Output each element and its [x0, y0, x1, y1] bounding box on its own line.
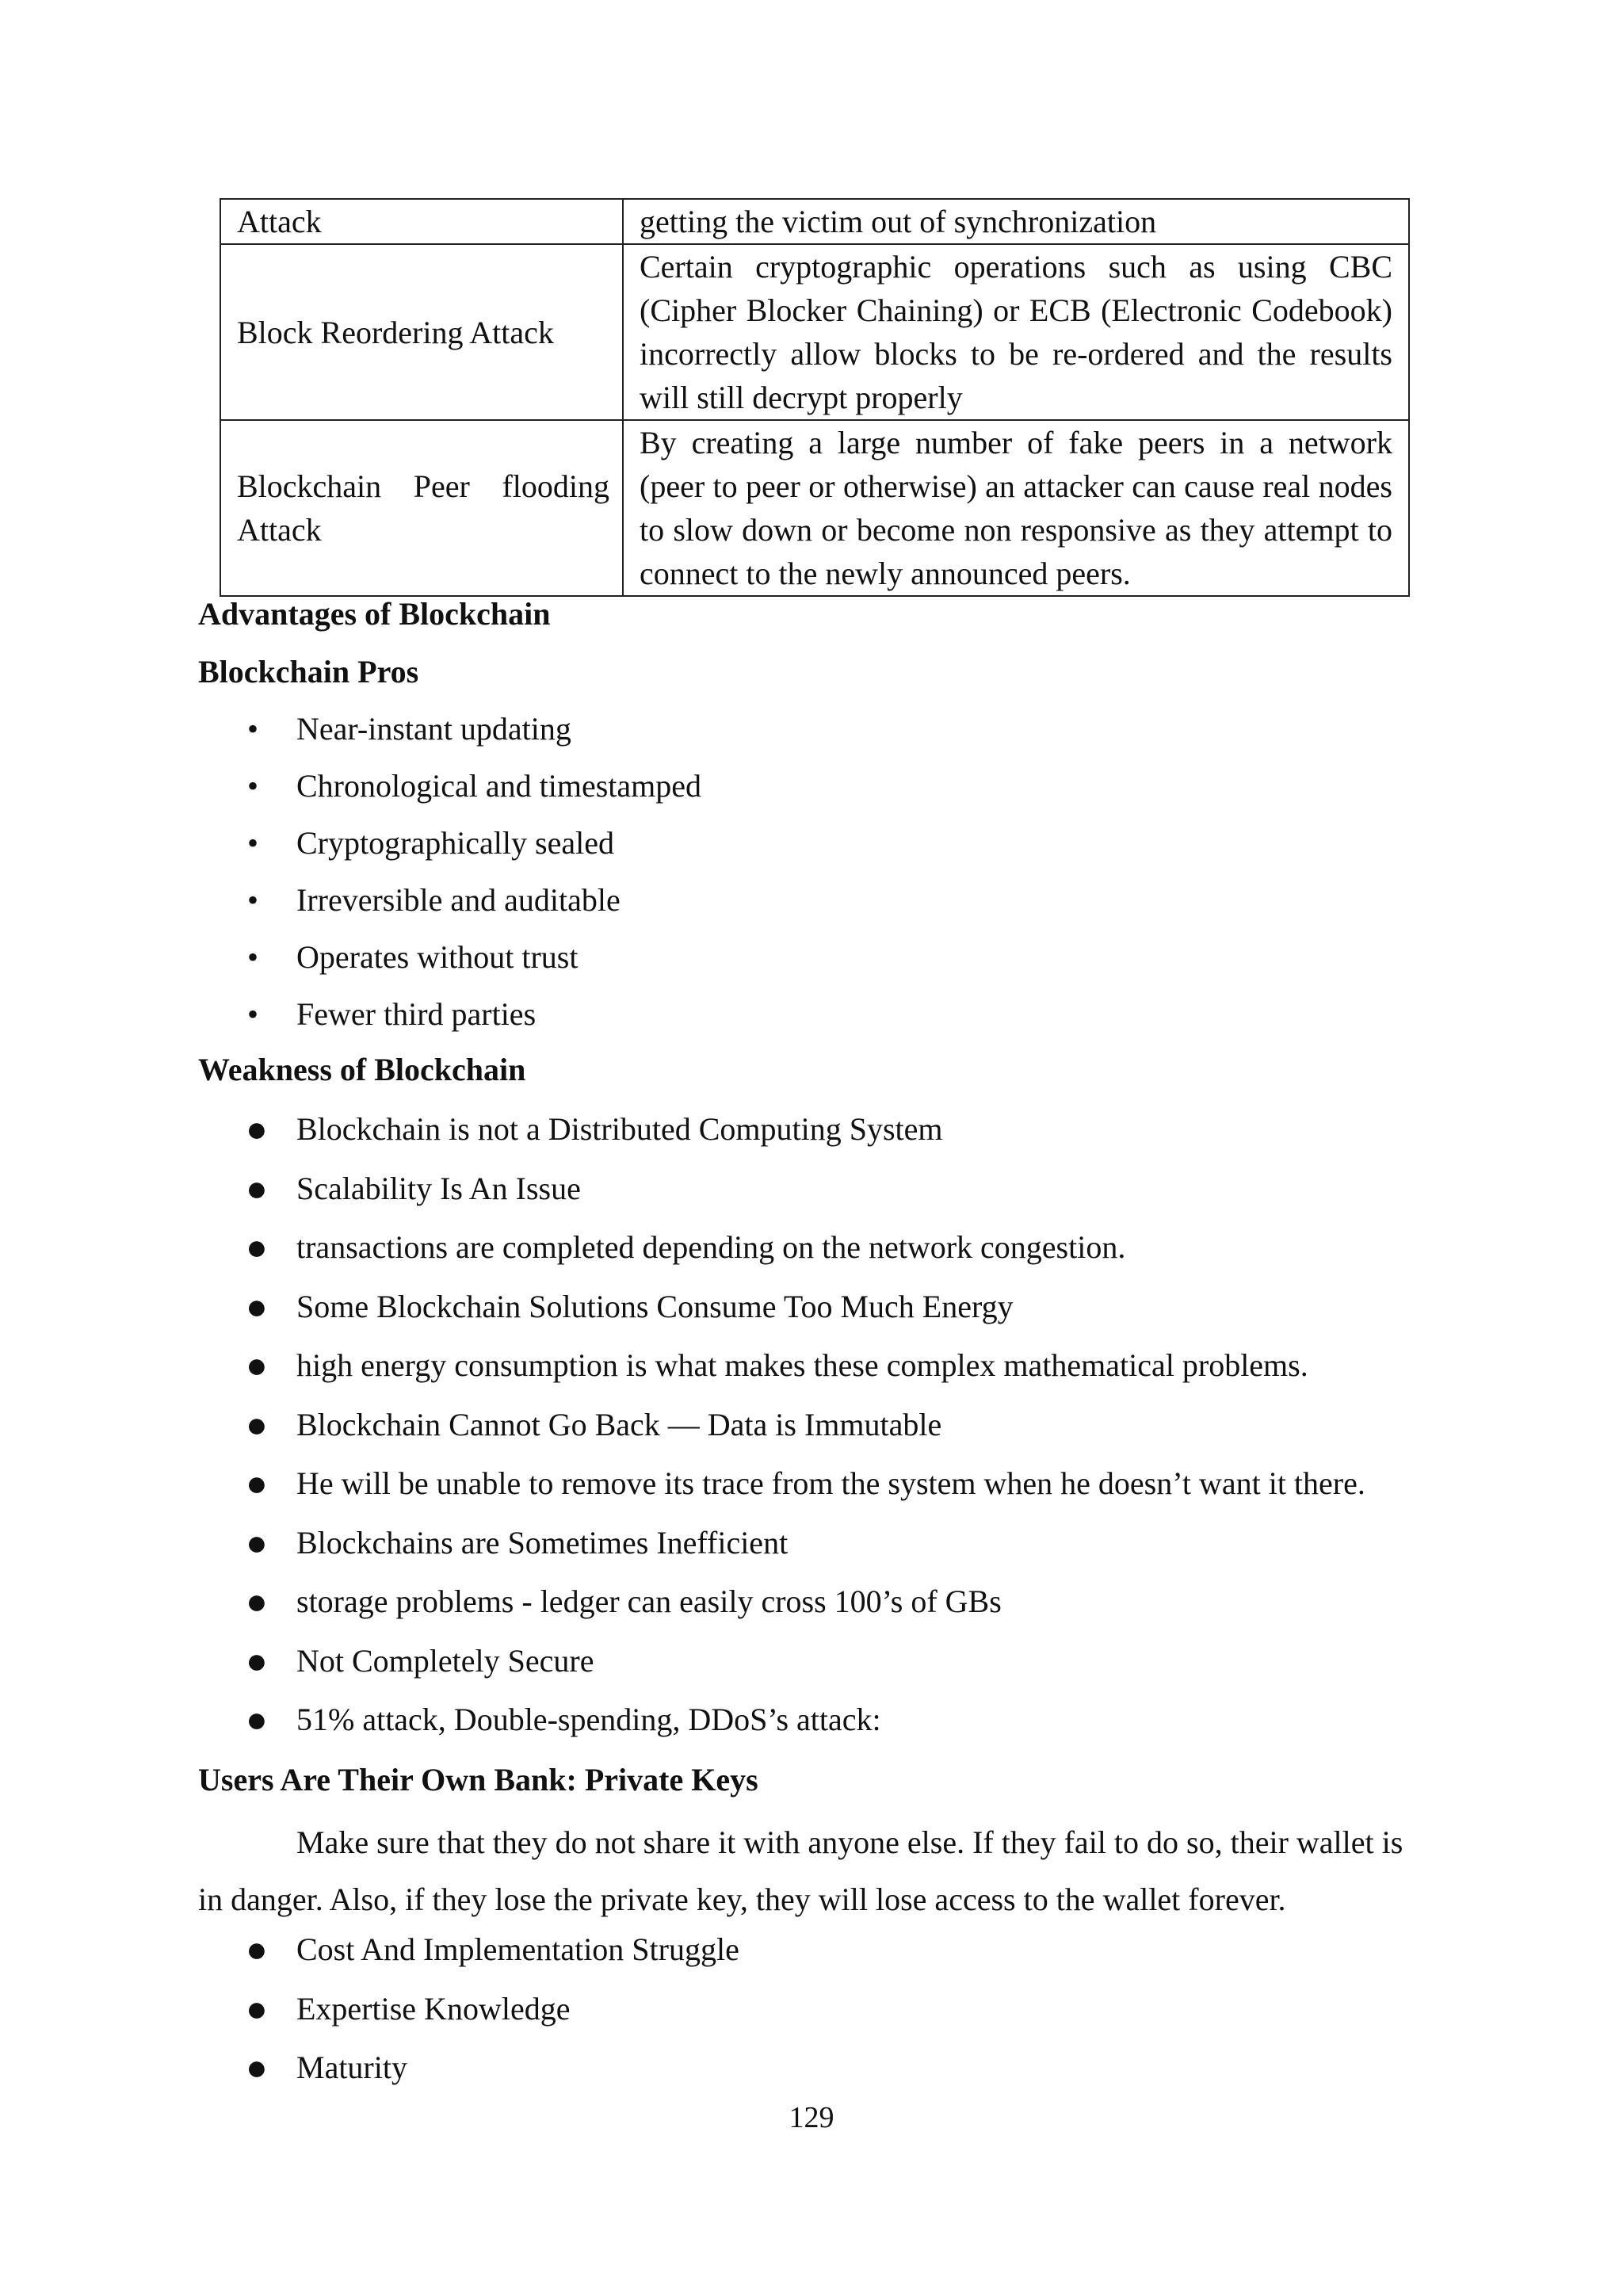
list-item: ● Some Blockchain Solutions Consume Too Much Energy — [198, 1285, 1365, 1344]
bullet-icon: ● — [246, 1522, 268, 1563]
bullet-icon: • — [247, 996, 259, 1032]
list-item: • Fewer third parties — [198, 992, 701, 1049]
list-item: ● 51% attack, Double-spending, DDoS’s attack: — [198, 1698, 1365, 1757]
bullet-icon: • — [247, 939, 259, 975]
list-item: ● Expertise Knowledge — [198, 1987, 739, 2046]
table-row — [220, 420, 1409, 596]
attack-description-cell: getting the victim out of synchronization — [623, 199, 1409, 244]
list-item: ● high energy consumption is what makes these complex mathematical problems. — [198, 1343, 1365, 1403]
list-item: ● Blockchains are Sometimes Inefficient — [198, 1521, 1365, 1580]
bullet-icon: ● — [246, 1581, 268, 1622]
bullet-icon: ● — [246, 1404, 268, 1445]
attack-name-cell: Block Reordering Attack — [220, 244, 623, 420]
pros-subheading: Blockchain Pros — [198, 654, 419, 690]
attack-description-cell: By creating a large number of fake peers in a network (peer to peer or otherwise) an attacker can cause real nodes to slow down or become non responsive as they attempt to connect to the newly announced peers. — [623, 420, 1409, 596]
bullet-icon: ● — [246, 1929, 268, 1969]
attack-name-cell: Attack — [220, 199, 623, 244]
attack-description-cell: Certain cryptographic operations such as using CBC (Cipher Blocker Chaining) or ECB (Electronic Codebook) incorrectly allow blocks to be re-ordered and the results will still decrypt properly — [623, 244, 1409, 420]
weakness-heading: Weakness of Blockchain — [198, 1052, 526, 1087]
private-keys-heading: Users Are Their Own Bank: Private Keys — [198, 1762, 758, 1797]
list-item: ● Blockchain Cannot Go Back — Data is Immutable — [198, 1403, 1365, 1462]
bullet-icon: ● — [246, 1167, 268, 1209]
bullet-icon: • — [247, 711, 259, 747]
list-item: ● Maturity — [198, 2046, 739, 2105]
private-keys-paragraph: Make sure that they do not share it with anyone else. If they fail to do so, their wallet is in danger. Also, if they lose the private key, they will lose access to the wallet forever. — [198, 1824, 1403, 1917]
bullet-icon: ● — [246, 1640, 268, 1681]
bullet-icon: • — [247, 768, 259, 804]
list-item: • Near-instant updating — [198, 707, 701, 764]
list-item: • Operates without trust — [198, 935, 701, 992]
table-row — [220, 199, 1409, 244]
list-item: ● He will be unable to remove its trace from the system when he doesn’t want it there. — [198, 1461, 1365, 1521]
pros-list — [198, 707, 701, 1049]
bullet-icon: ● — [246, 1286, 268, 1327]
bullet-icon: ● — [246, 1988, 268, 2029]
attack-table — [220, 198, 1410, 597]
list-item: ● Blockchain is not a Distributed Computing System — [198, 1107, 1365, 1167]
bullet-icon: ● — [246, 1463, 268, 1503]
page-number: 129 — [789, 2101, 834, 2134]
advantages-heading: Advantages of Blockchain — [198, 596, 551, 632]
list-item: ● Scalability Is An Issue — [198, 1167, 1365, 1226]
list-item: ● Cost And Implementation Struggle — [198, 1927, 739, 1987]
bullet-icon: • — [247, 825, 259, 861]
bullet-icon: ● — [246, 2047, 268, 2088]
list-item: ● storage problems - ledger can easily cross 100’s of GBs — [198, 1580, 1365, 1639]
bullet-icon: ● — [246, 1227, 268, 1267]
list-item: ● transactions are completed depending on the network congestion. — [198, 1225, 1365, 1285]
bullet-icon: ● — [246, 1345, 268, 1385]
weakness-list — [198, 1107, 1365, 1757]
private-keys-list — [198, 1927, 739, 2105]
list-item: • Cryptographically sealed — [198, 821, 701, 878]
bullet-icon: ● — [246, 1699, 268, 1740]
bullet-icon: ● — [246, 1109, 268, 1149]
list-item: • Chronological and timestamped — [198, 764, 701, 821]
bullet-icon: • — [247, 882, 259, 918]
list-item: • Irreversible and auditable — [198, 878, 701, 935]
attack-name-cell: Blockchain Peer flooding Attack — [220, 420, 623, 596]
list-item: ● Not Completely Secure — [198, 1639, 1365, 1698]
table-row — [220, 244, 1409, 420]
